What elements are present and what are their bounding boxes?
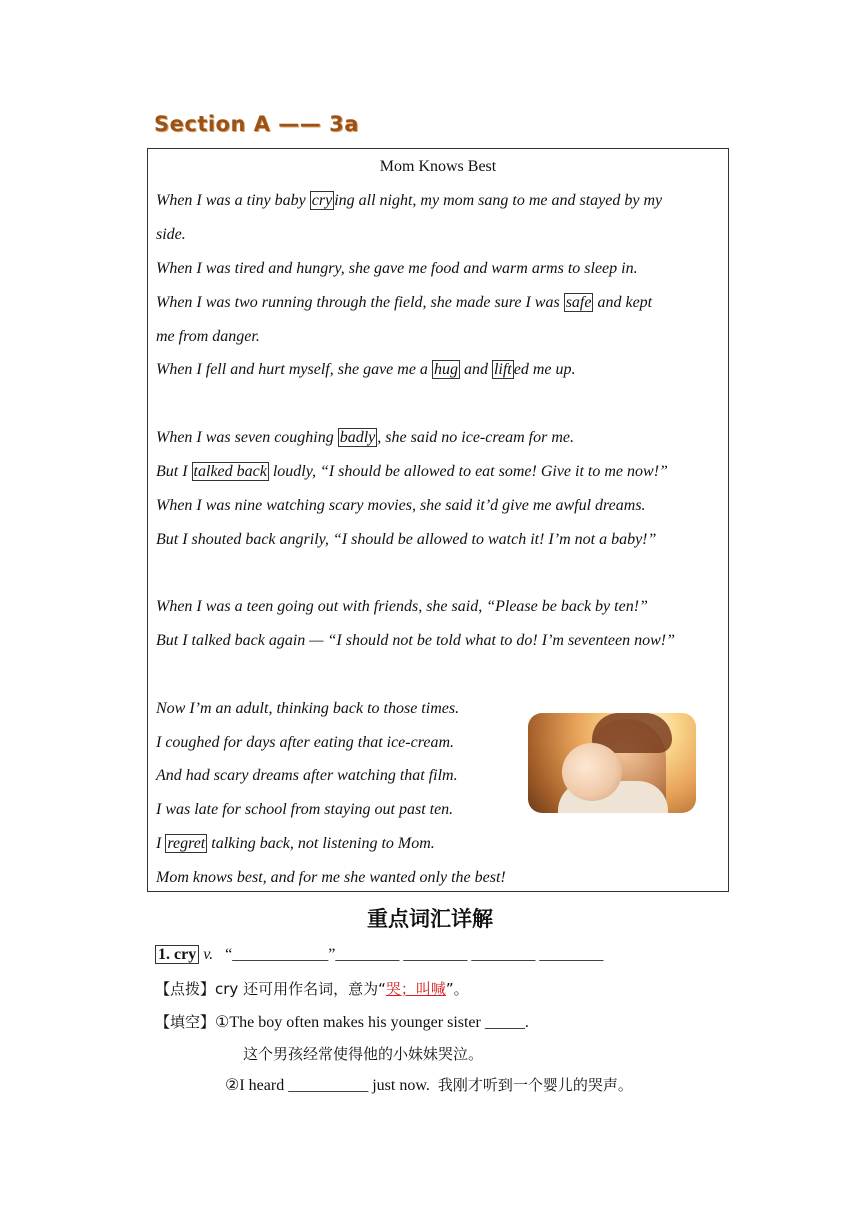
passage-line: I regret talking back, not listening to Mom. bbox=[156, 835, 435, 852]
passage-line: But I talked back again — “I should not be told what to do! I’m seventeen now!” bbox=[156, 632, 676, 649]
passage-line: When I was tired and hungry, she gave me food and warm arms to sleep in. bbox=[156, 260, 638, 277]
passage-line: side. bbox=[156, 226, 186, 243]
key-word-box: cry bbox=[311, 192, 333, 209]
meaning-blanks: “____________”________ ________ ________ ________ bbox=[225, 946, 604, 963]
passage-line: When I was a tiny baby cry ing all night, my mom sang to me and stayed by my bbox=[156, 192, 663, 209]
vocab-item-cry bbox=[155, 946, 603, 964]
key-word-box: badly bbox=[339, 429, 376, 446]
key-word-box: regret bbox=[167, 835, 206, 852]
tip-line: 【点拨】cry 还可用作名词，意为“哭；叫喊”。 bbox=[155, 980, 469, 998]
passage-title: Mom Knows Best bbox=[379, 158, 497, 175]
passage-line: When I fell and hurt myself, she gave me a hug and lift ed me up. bbox=[156, 361, 576, 378]
passage-line: Now I’m an adult, thinking back to those times. bbox=[156, 700, 460, 717]
key-word-box: talked back bbox=[193, 463, 267, 480]
key-word-box: hug bbox=[433, 361, 458, 378]
fill-line-1-translation: 这个男孩经常使得他的小妹妹哭泣。 bbox=[243, 1045, 484, 1063]
passage-line: When I was a teen going out with friends, she said, “Please be back by ten!” bbox=[156, 598, 648, 615]
section-heading: Section A —— 3a bbox=[154, 112, 359, 136]
passage-line: But I shouted back angrily, “I should be allowed to watch it! I’m not a baby!” bbox=[156, 531, 657, 548]
mother-hugging-child-photo bbox=[528, 713, 696, 813]
passage-line: I coughed for days after eating that ice-cream. bbox=[156, 734, 454, 751]
passage-line: When I was nine watching scary movies, she said it’d give me awful dreams. bbox=[156, 497, 646, 514]
fill-line-1: 【填空】①The boy often makes his younger sister _____. bbox=[155, 1013, 529, 1031]
fill-line-2: ②I heard __________ just now. 我刚才听到一个婴儿的哭声。 bbox=[225, 1076, 633, 1094]
passage-line: When I was seven coughing badly , she said no ice-cream for me. bbox=[156, 429, 574, 446]
passage-box bbox=[147, 148, 729, 892]
key-word-box: safe bbox=[565, 294, 592, 311]
vocab-section-title: 重点词汇详解 bbox=[367, 907, 493, 931]
passage-line: I was late for school from staying out past ten. bbox=[156, 801, 454, 818]
tip-answer: 哭；叫喊 bbox=[385, 980, 446, 998]
passage-line: And had scary dreams after watching that film. bbox=[156, 767, 458, 784]
passage-line: Mom knows best, and for me she wanted only the best! bbox=[156, 869, 506, 886]
passage-line: When I was two running through the field, she made sure I was safe and kept bbox=[156, 294, 653, 311]
passage-line: But I talked back loudly, “I should be allowed to eat some! Give it to me now!” bbox=[156, 463, 668, 480]
key-word-box: lift bbox=[493, 361, 512, 378]
vocab-word: 1. cry bbox=[155, 945, 199, 964]
part-of-speech: v. bbox=[203, 946, 214, 963]
passage-line: me from danger. bbox=[156, 328, 260, 345]
